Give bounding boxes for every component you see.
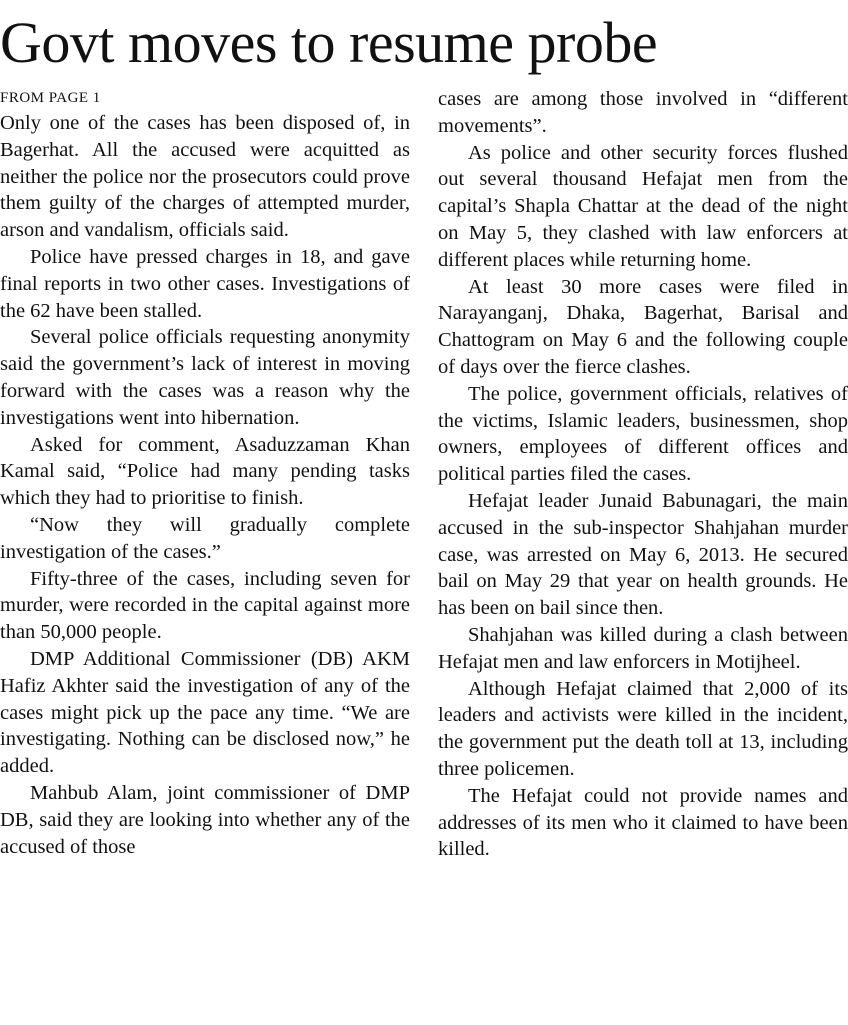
paragraph: cases are among those involved in “different movements”. [438, 88, 848, 137]
paragraph: As police and other security forces flushed out several thousand Hefajat men from the capital’s Shapla Chattar at the dead of the night on May 5, they clashed with law enforcers at different places while returning home. [438, 141, 848, 271]
left-column [0, 86, 410, 1016]
kicker: FROM PAGE 1 [0, 90, 101, 106]
paragraph: Asked for comment, Asaduzzaman Khan Kamal said, “Police had many pending tasks which they had to prioritise to finish. [0, 433, 410, 510]
paragraph: At least 30 more cases were filed in Narayanganj, Dhaka, Bagerhat, Barisal and Chattogram on May 6 and the following couple of days over the fierce clashes. [438, 275, 848, 378]
paragraph: Although Hefajat claimed that 2,000 of its leaders and activists were killed in the incident, the government put the death toll at 13, including three policemen. [438, 677, 848, 780]
paragraph: Only one of the cases has been disposed of, in Bagerhat. All the accused were acquitted as neither the police nor the prosecutors could prove them guilty of the charges of attempted murder, arson and vandalism, officials said. [0, 112, 410, 242]
paragraph: Shahjahan was killed during a clash between Hefajat men and law enforcers in Motijheel. [438, 623, 848, 673]
paragraph: “Now they will gradually complete investigation of the cases.” [0, 513, 410, 563]
paragraph: Hefajat leader Junaid Babunagari, the main accused in the sub-inspector Shahjahan murder case, was arrested on May 6, 2013. He secured bail on May 29 that year on health grounds. He has been on bail since then. [438, 489, 848, 620]
paragraph: The police, government officials, relatives of the victims, Islamic leaders, businessmen, shop owners, employees of different offices and political parties filed the cases. [438, 382, 848, 486]
right-column [438, 86, 848, 1016]
headline: Govt moves to resume probe [0, 10, 658, 75]
paragraph: Police have pressed charges in 18, and gave final reports in two other cases. Investigations of the 62 have been stalled. [0, 245, 410, 322]
paragraph: Mahbub Alam, joint commissioner of DMP DB, said they are looking into whether any of the accused of those [0, 781, 410, 858]
paragraph: DMP Additional Commissioner (DB) AKM Hafiz Akhter said the investigation of any of the cases might pick up the pace any time. “We are investigating. Nothing can be disclosed now,” he added. [0, 647, 410, 778]
paragraph: The Hefajat could not provide names and addresses of its men who it claimed to have been killed. [438, 784, 848, 861]
paragraph: Several police officials requesting anonymity said the government’s lack of interest in moving forward with the cases was a reason why the investigations went into hibernation. [0, 326, 410, 429]
paragraph: Fifty-three of the cases, including seven for murder, were recorded in the capital against more than 50,000 people. [0, 567, 410, 644]
